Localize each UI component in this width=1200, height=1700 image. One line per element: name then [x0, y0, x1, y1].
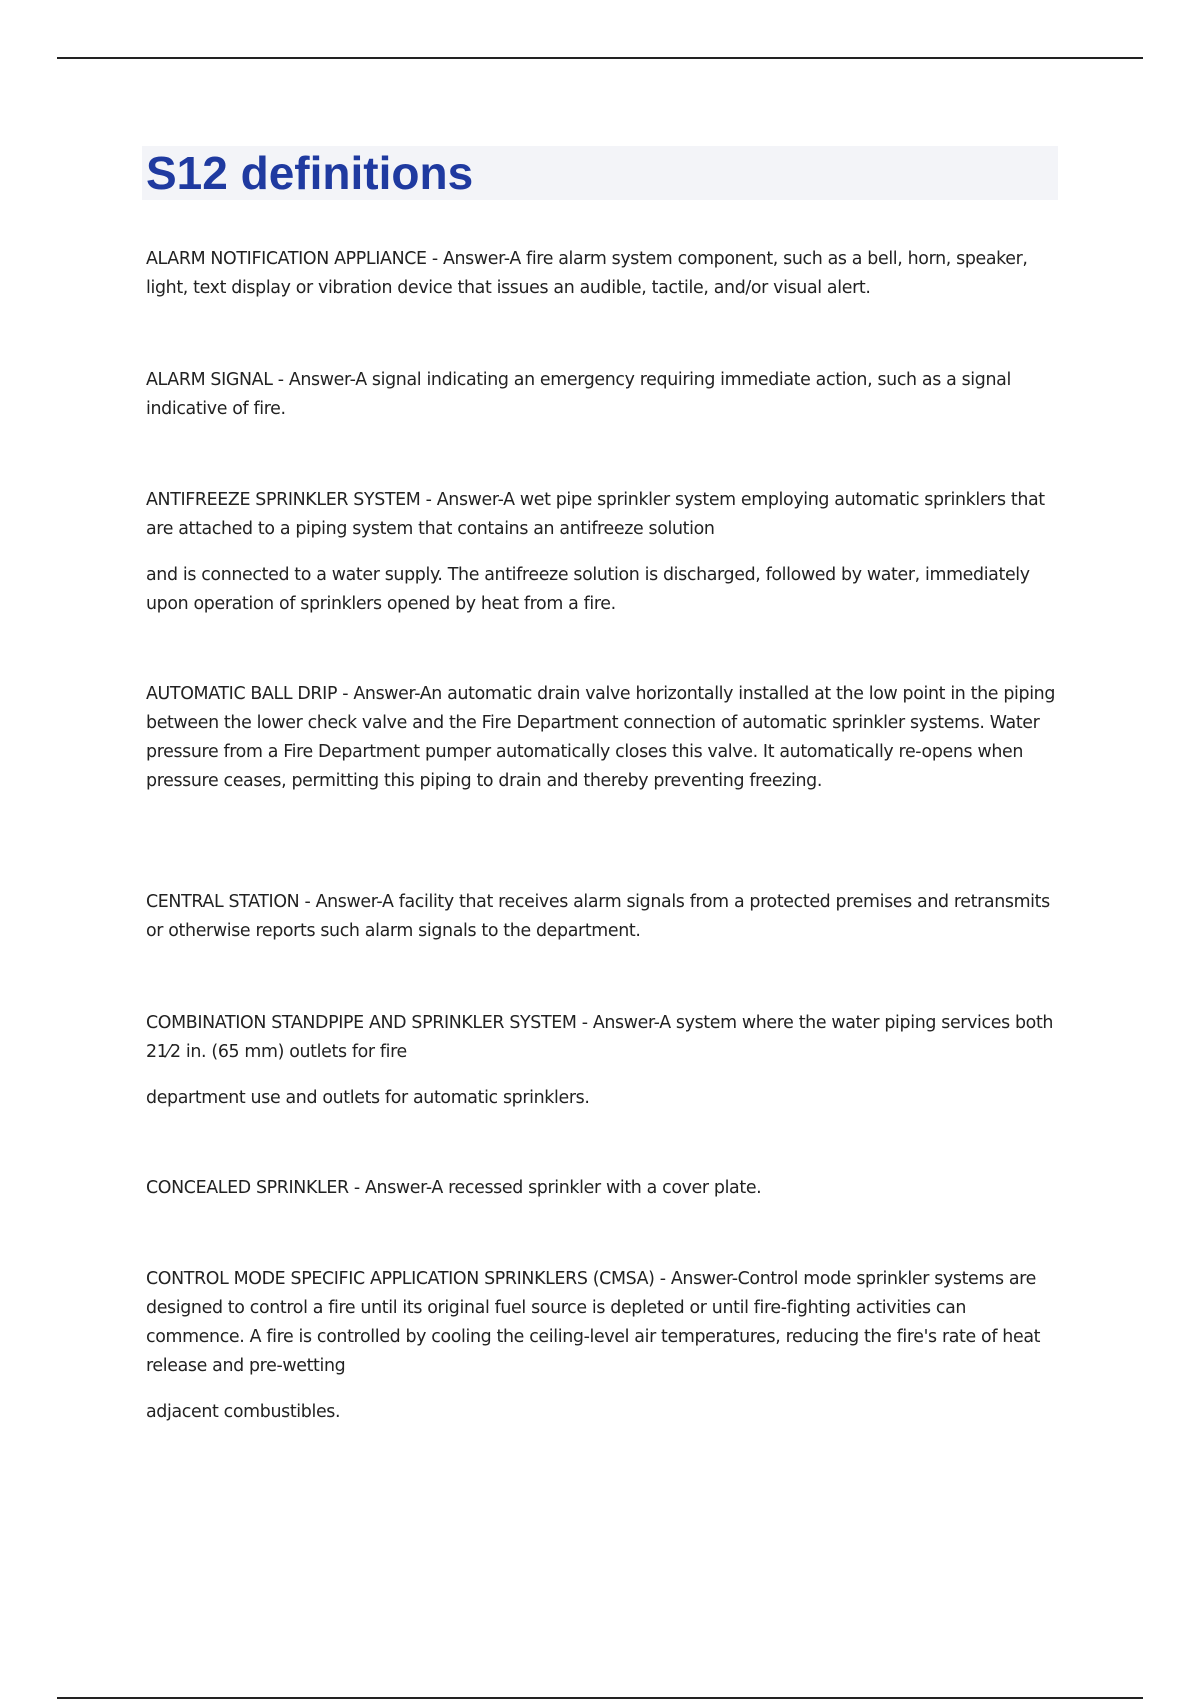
definition-automatic-ball-drip: [146, 680, 1056, 796]
definition-antifreeze-sprinkler-system: [146, 486, 1056, 619]
definition-text: AUTOMATIC BALL DRIP - Answer-An automatic drain valve horizontally installed at the low point in the piping between the lower check valve and the Fire Department connection of automatic sprinkler systems. Water pressure from a Fire Department pumper automatically closes this valve. It automatically re-opens when pressure ceases, permitting this piping to drain and thereby preventing freezing.: [146, 684, 1056, 791]
definition-alarm-notification-appliance: [146, 245, 1056, 303]
definition-text: ALARM SIGNAL - Answer-A signal indicating an emergency requiring immediate action, such as a signal indicative of fire.: [146, 370, 1011, 419]
definition-continuation: and is connected to a water supply. The antifreeze solution is discharged, followed by water, immediately upon operation of sprinklers opened by heat from a fire.: [146, 565, 1030, 614]
definition-text: ANTIFREEZE SPRINKLER SYSTEM - Answer-A wet pipe sprinkler system employing automatic sprinklers that are attached to a piping system that contains an antifreeze solution: [146, 490, 1045, 539]
definition-text: CONTROL MODE SPECIFIC APPLICATION SPRINKLERS (CMSA) - Answer-Control mode sprinkler systems are designed to control a fire until its original fuel source is depleted or until fire-fighting activities can commence. A fire is controlled by cooling the ceiling-level air temperatures, reducing the fire's rate of heat release and pre-wetting: [146, 1269, 1041, 1376]
definition-text: CONCEALED SPRINKLER - Answer-A recessed sprinkler with a cover plate.: [146, 1178, 762, 1198]
definition-text: ALARM NOTIFICATION APPLIANCE - Answer-A fire alarm system component, such as a bell, horn, speaker, light, text display or vibration device that issues an audible, tactile, and/or visual alert.: [146, 249, 1028, 298]
definition-concealed-sprinkler: [146, 1174, 1056, 1203]
bottom-rule: [57, 1697, 1143, 1699]
definition-continuation: department use and outlets for automatic sprinklers.: [146, 1088, 590, 1108]
definition-combination-standpipe-and-sprinkler-system: [146, 1009, 1056, 1113]
page-title: S12 definitions: [146, 147, 474, 199]
definition-text: COMBINATION STANDPIPE AND SPRINKLER SYSTEM - Answer-A system where the water piping services both 21⁄2 in. (65 mm) outlets for fire: [146, 1013, 1054, 1062]
definition-continuation: adjacent combustibles.: [146, 1402, 341, 1422]
definition-alarm-signal: [146, 366, 1056, 424]
top-rule: [57, 57, 1143, 59]
definition-central-station: [146, 888, 1056, 946]
definition-text: CENTRAL STATION - Answer-A facility that receives alarm signals from a protected premises and retransmits or otherwise reports such alarm signals to the department.: [146, 892, 1050, 941]
definition-control-mode-specific-application-sprinklers: [146, 1265, 1056, 1427]
